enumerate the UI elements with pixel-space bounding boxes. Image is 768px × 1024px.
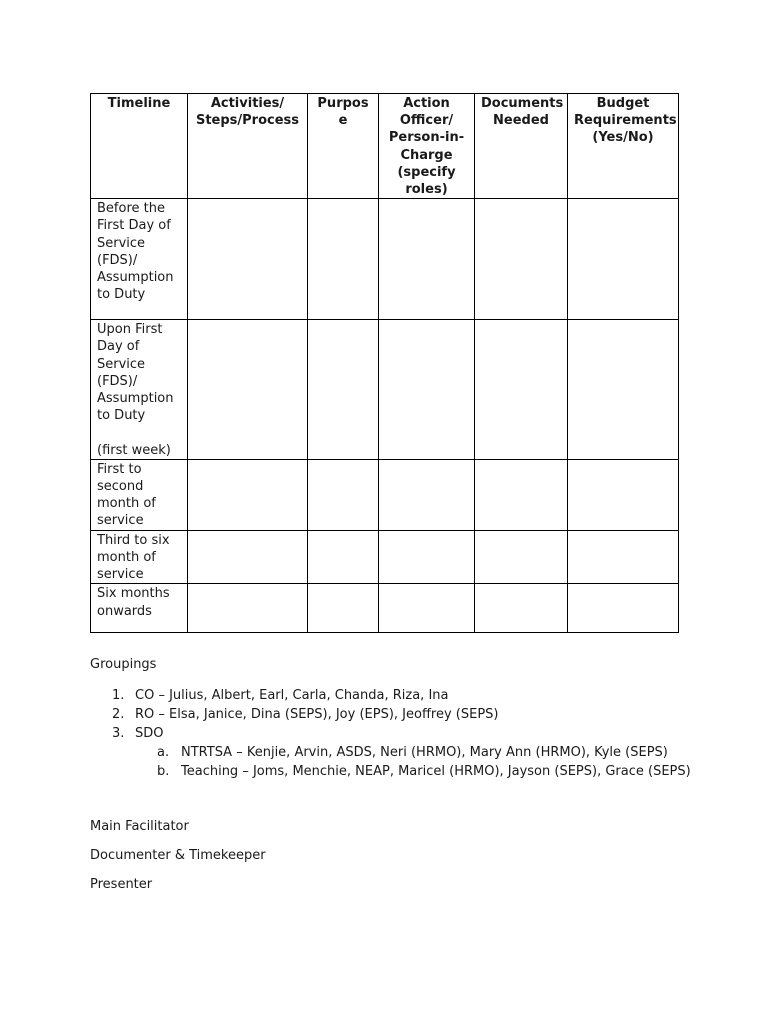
- purpose-cell: [308, 199, 379, 320]
- purpose-cell: [308, 530, 379, 584]
- main-facilitator-label: Main Facilitator: [90, 819, 189, 834]
- action-officer-cell: [379, 459, 475, 530]
- header-purpose: Purpos e: [308, 94, 379, 199]
- table-header-row: [91, 94, 679, 199]
- activities-cell: [188, 199, 308, 320]
- action-officer-cell: [379, 584, 475, 633]
- budget-cell: [568, 584, 679, 633]
- budget-cell: [568, 320, 679, 460]
- budget-cell: [568, 530, 679, 584]
- documents-cell: [475, 584, 568, 633]
- activities-cell: [188, 530, 308, 584]
- documents-cell: [475, 459, 568, 530]
- documents-cell: [475, 530, 568, 584]
- header-budget: Budget Requirements (Yes/No): [568, 94, 679, 199]
- header-documents: Documents Needed: [475, 94, 568, 199]
- timeline-cell: Upon First Day of Service (FDS)/ Assumption to Duty (first week): [91, 320, 188, 460]
- action-officer-cell: [379, 199, 475, 320]
- timeline-cell: Third to six month of service: [91, 530, 188, 584]
- documenter-timekeeper-label: Documenter & Timekeeper: [90, 848, 266, 863]
- table-row: [91, 320, 679, 460]
- header-activities: Activities/ Steps/Process: [188, 94, 308, 199]
- table-row: [91, 584, 679, 633]
- documents-cell: [475, 199, 568, 320]
- timeline-cell: Before the First Day of Service (FDS)/ Assumption to Duty: [91, 199, 188, 320]
- list-number: 2.: [112, 707, 125, 722]
- presenter-label: Presenter: [90, 877, 153, 892]
- sub-list-item-text: Teaching – Joms, Menchie, NEAP, Maricel (HRMO), Jayson (SEPS), Grace (SEPS): [181, 764, 691, 779]
- budget-cell: [568, 199, 679, 320]
- documents-cell: [475, 320, 568, 460]
- purpose-cell: [308, 320, 379, 460]
- activities-cell: [188, 584, 308, 633]
- sub-list-item-text: NTRTSA – Kenjie, Arvin, ASDS, Neri (HRMO), Mary Ann (HRMO), Kyle (SEPS): [181, 745, 668, 760]
- sdo-sub-list: [135, 743, 730, 781]
- sub-list-item: [135, 762, 730, 781]
- list-item-text: RO – Elsa, Janice, Dina (SEPS), Joy (EPS), Jeoffrey (SEPS): [135, 707, 499, 722]
- action-officer-cell: [379, 530, 475, 584]
- activities-cell: [188, 320, 308, 460]
- list-item: [90, 686, 730, 705]
- sub-list-letter: b.: [157, 764, 170, 779]
- list-item-text: SDO: [135, 726, 164, 741]
- list-number: 3.: [112, 726, 125, 741]
- purpose-cell: [308, 459, 379, 530]
- table-row: [91, 459, 679, 530]
- purpose-cell: [308, 584, 379, 633]
- header-timeline: Timeline: [91, 94, 188, 199]
- onboarding-plan-table: [90, 93, 679, 633]
- list-number: 1.: [112, 688, 125, 703]
- sub-list-letter: a.: [157, 745, 170, 760]
- groupings-heading: Groupings: [90, 657, 157, 672]
- activities-cell: [188, 459, 308, 530]
- timeline-cell: First to second month of service: [91, 459, 188, 530]
- timeline-cell: Six months onwards: [91, 584, 188, 633]
- list-item-text: CO – Julius, Albert, Earl, Carla, Chanda, Riza, Ina: [135, 688, 449, 703]
- list-item: [90, 724, 730, 781]
- groupings-list: [90, 686, 730, 781]
- table-row: [91, 530, 679, 584]
- action-officer-cell: [379, 320, 475, 460]
- list-item: [90, 705, 730, 724]
- budget-cell: [568, 459, 679, 530]
- table-row: [91, 199, 679, 320]
- sub-list-item: [135, 743, 730, 762]
- header-action-officer: Action Officer/ Person-in- Charge (specify roles): [379, 94, 475, 199]
